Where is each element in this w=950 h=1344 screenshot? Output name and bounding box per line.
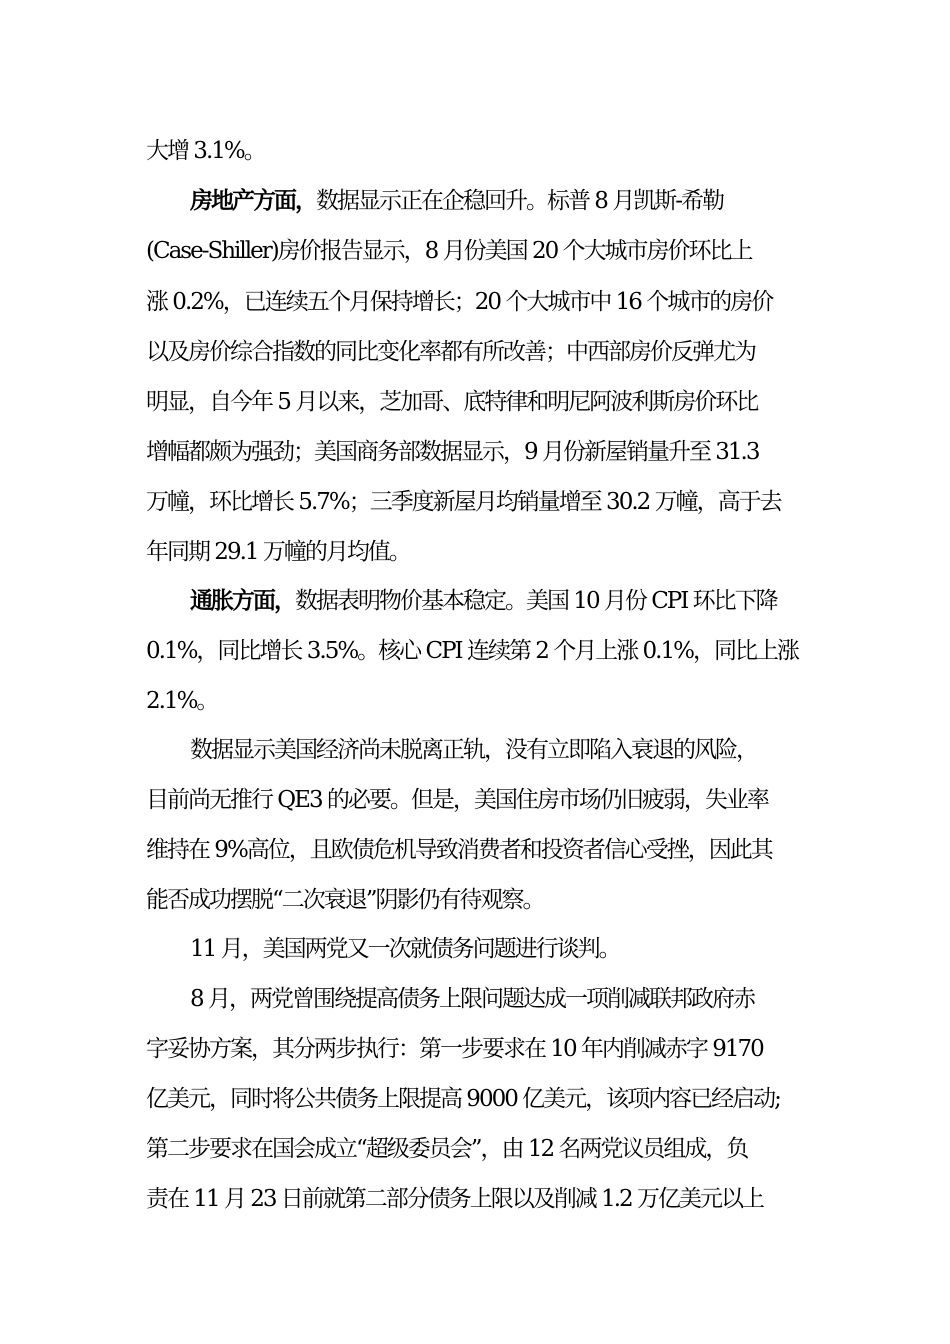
paragraph-line: 第二步要求在国会成立“超级委员会”，由 12 名两党议员组成，负 — [146, 1136, 748, 1162]
paragraph-line: 维持在 9%高位，且欧债危机导致消费者和投资者信心受挫，因此其 — [146, 837, 772, 863]
paragraph-line: 涨 0.2%，已连续五个月保持增长；20 个大城市中 16 个城市的房价 — [146, 289, 773, 315]
paragraph-line: 11 月，美国两党又一次就债务问题进行谈判。 — [190, 936, 620, 962]
paragraph-line: 增幅都颇为强劲；美国商务部数据显示，9 月份新屋销量升至 31.3 — [146, 439, 759, 465]
paragraph-line: 0.1%，同比增长 3.5%。核心 CPI 连续第 2 个月上涨 0.1%，同比上涨 — [146, 638, 798, 664]
paragraph-line: 万幢，环比增长 5.7%；三季度新屋月均销量增至 30.2 万幢，高于去 — [146, 489, 781, 515]
paragraph-line: 年同期 29.1 万幢的月均值。 — [146, 539, 410, 565]
paragraph-line: 能否成功摆脱“二次衰退”阴影仍有待观察。 — [146, 887, 544, 913]
paragraph-line: 8 月，两党曾围绕提高债务上限问题达成一项削减联邦政府赤 — [190, 986, 754, 1012]
section-heading: 通胀方面， — [190, 587, 295, 614]
paragraph-line: 以及房价综合指数的同比变化率都有所改善；中西部房价反弹尤为 — [146, 339, 755, 365]
paragraph-line: 字妥协方案，其分两步执行：第一步要求在 10 年内削减赤字 9170 — [146, 1036, 763, 1062]
paragraph-text: 数据表明物价基本稳定。美国 10 月份 CPI 环比下降 — [295, 588, 777, 614]
paragraph-line — [190, 586, 860, 616]
paragraph-text: 数据显示正在企稳回升。标普 8 月凯斯-希勒 — [316, 188, 724, 214]
paragraph-line: (Case-Shiller)房价报告显示，8 月份美国 20 个大城市房价环比上 — [146, 238, 752, 264]
paragraph-line: 目前尚无推行 QE3 的必要。但是，美国住房市场仍旧疲弱，失业率 — [146, 787, 768, 813]
paragraph-line: 数据显示美国经济尚未脱离正轨，没有立即陷入衰退的风险， — [190, 737, 757, 763]
paragraph-line: 责在 11 月 23 日前就第二部分债务上限以及削减 1.2 万亿美元以上 — [146, 1186, 763, 1212]
paragraph-line: 明显，自今年 5 月以来，芝加哥、底特律和明尼阿波利斯房价环比 — [146, 389, 758, 415]
section-heading: 房地产方面， — [190, 187, 316, 214]
paragraph-line — [190, 186, 860, 216]
paragraph-line: 亿美元，同时将公共债务上限提高 9000 亿美元，该项内容已经启动; — [146, 1086, 780, 1112]
paragraph-line: 大增 3.1%。 — [146, 138, 265, 164]
paragraph-line: 2.1%。 — [146, 688, 218, 714]
